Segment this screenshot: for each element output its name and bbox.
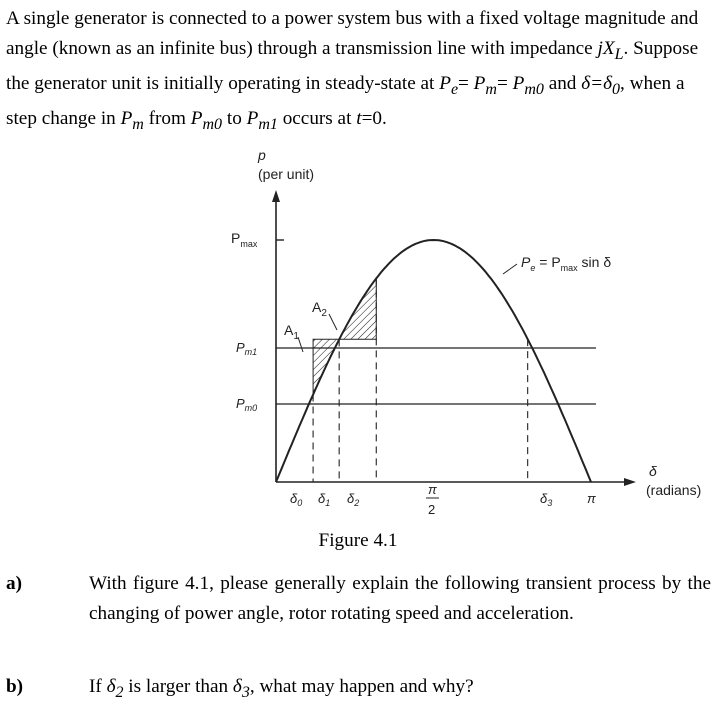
pm0-label: $P_{m0}$ [236, 396, 258, 413]
delta0-label: $\delta_0$ [290, 491, 303, 508]
delta3-label: $\delta_3$ [540, 491, 553, 508]
delta2-label: $\delta_2$ [347, 491, 360, 508]
a1-label: $A_1$ [284, 322, 299, 342]
pi-half-numerator: π [428, 482, 437, 497]
pi-half-denominator: 2 [428, 502, 436, 517]
y-axis-unit: (per unit) [258, 166, 315, 182]
x-axis-arrow [624, 478, 636, 486]
x-axis-unit: (radians) [646, 482, 702, 498]
curve-label: $P_e = P_{max}$ sin δ [521, 254, 612, 273]
question-a-text: With figure 4.1, please generally explain the following transient process by the changing of power angle, rotor rotating speed and acceleration. [89, 573, 711, 624]
y-axis-label: p [258, 147, 266, 163]
question-b-label: b) [6, 676, 24, 697]
curve-label-leader [503, 264, 517, 274]
question-a-label: a) [6, 573, 22, 594]
a2-leader [329, 314, 337, 330]
y-axis-arrow [272, 190, 280, 202]
problem-statement: A single generator is connected to a power system bus with a fixed voltage magnitude and angle (known as an infinite bus) through a transmission line with impedance $jX_L$. Suppose the generator unit is initially operating in steady-state at $P_e= P_m= P_{m0}$ and $\delta=\delta_0$, when a step change in $P_m$ from $P_{m0}$ to $P_{m1}$ occurs at t=0. [6, 8, 699, 133]
a2-label: $A_2$ [312, 299, 327, 319]
x-axis-label: δ [649, 463, 657, 479]
pmax-label: $P_{max}$ [231, 230, 258, 249]
question-b-text: If $\delta_2$ is larger than $\delta_3$, what may happen and why? [89, 676, 474, 701]
figure-caption: Figure 4.1 [318, 530, 398, 551]
pi-label: π [587, 491, 596, 506]
power-angle-figure [0, 138, 716, 528]
pm1-label: $P_{m1}$ [236, 340, 258, 357]
delta1-label: $\delta_1$ [318, 491, 331, 508]
power-angle-chart [0, 138, 716, 528]
